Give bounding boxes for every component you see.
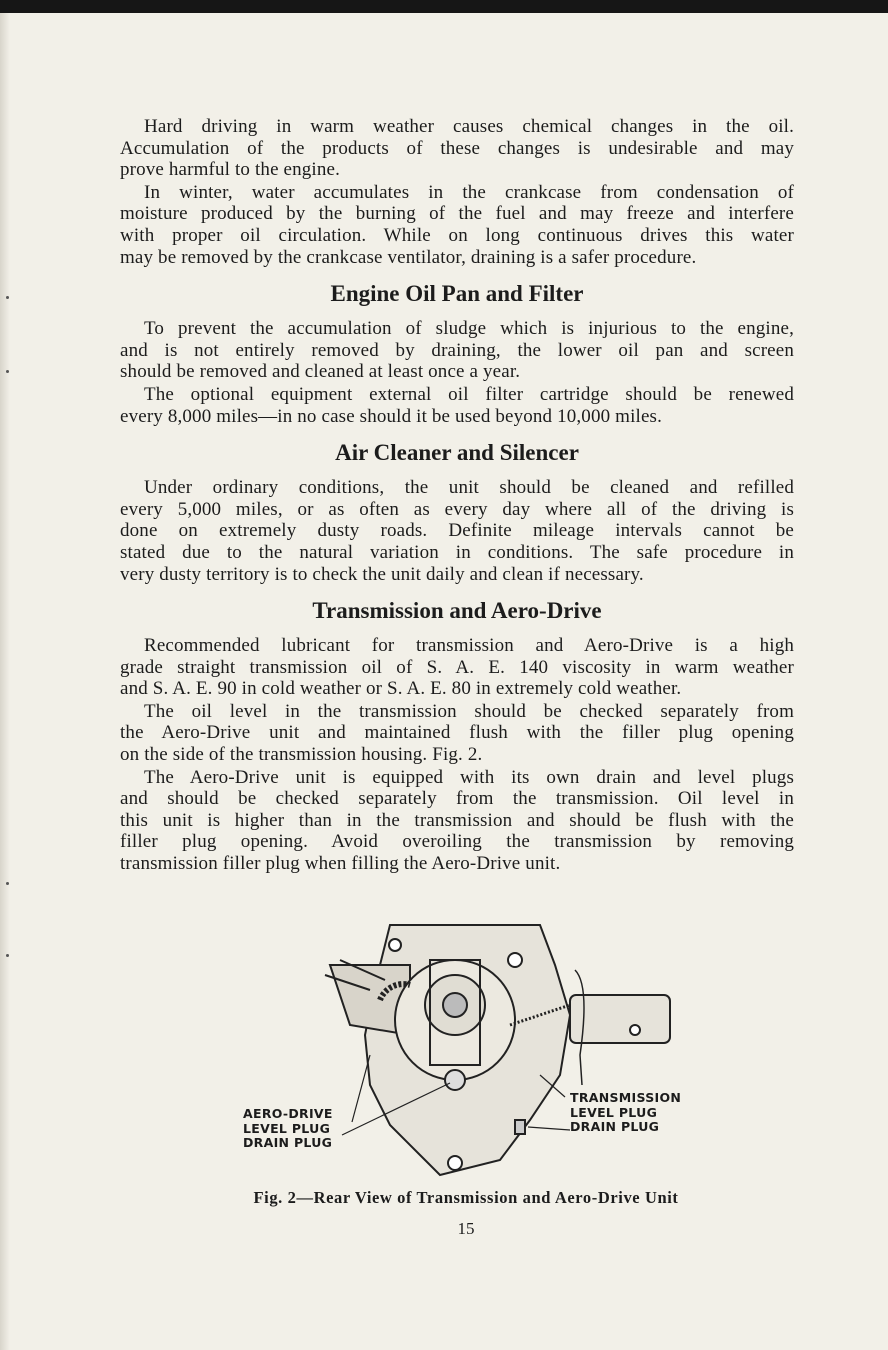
text-line: To prevent the accumulation of sludge which is injurious to the engine, [144, 318, 794, 340]
figure-transmission-rear-view [240, 905, 680, 1185]
text-line: The optional equipment external oil filter cartridge should be renewed [144, 383, 794, 405]
paragraph [120, 384, 794, 427]
text-line: and should be checked separately from the transmission. Oil level in [120, 788, 794, 810]
text-line: In winter, water accumulates in the crankcase from condensation of [144, 181, 794, 203]
margin-mark [6, 370, 9, 373]
text-line: on the side of the transmission housing. Fig. 2. [120, 744, 483, 766]
text-line: transmission filler plug when filling the Aero-Drive unit. [120, 853, 561, 875]
paragraph [120, 182, 794, 268]
text-line: and is not entirely removed by draining, the lower oil pan and screen [120, 339, 794, 361]
section-heading: Air Cleaner and Silencer [335, 440, 579, 466]
paragraph [120, 635, 794, 700]
text-line: done on extremely dusty roads. Definite mileage intervals cannot be [120, 520, 794, 542]
section-heading: Transmission and Aero-Drive [312, 598, 602, 624]
body-text [120, 116, 794, 876]
text-line: every 5,000 miles, or as often as every day where all of the driving is [120, 498, 794, 520]
paragraph [120, 767, 794, 875]
paragraph [120, 116, 794, 181]
text-line: with proper oil circulation. While on long continuous drives this water [120, 224, 794, 246]
paragraph [120, 318, 794, 383]
paragraph [120, 701, 794, 766]
text-line: filler plug opening. Avoid overoiling the transmission by removing [120, 831, 794, 853]
text-line: Accumulation of the products of these changes is undesirable and may [120, 137, 794, 159]
margin-mark [6, 954, 9, 957]
label-level-plug-left: LEVEL PLUG [243, 1120, 331, 1136]
text-line: grade straight transmission oil of S. A. E. 140 viscosity in warm weather [120, 656, 794, 678]
text-line: Hard driving in warm weather causes chemical changes in the oil. [144, 116, 794, 137]
text-line: Under ordinary conditions, the unit should be cleaned and refilled [144, 477, 794, 499]
page-number: 15 [457, 1219, 475, 1238]
page-binding-shadow [0, 13, 10, 1350]
section-heading: Engine Oil Pan and Filter [330, 281, 584, 307]
text-line: may be removed by the crankcase ventilator, draining is a safer procedure. [120, 246, 697, 268]
text-line: stated due to the natural variation in conditions. The safe procedure in [120, 541, 794, 563]
scan-top-edge [0, 0, 888, 13]
label-transmission: TRANSMISSION [570, 1090, 682, 1105]
text-line: Recommended lubricant for transmission and Aero-Drive is a high [144, 635, 794, 657]
figure-caption: Fig. 2—Rear View of Transmission and Aero-Drive Unit [253, 1188, 679, 1207]
text-line: moisture produced by the burning of the fuel and may freeze and interfere [120, 203, 794, 225]
figure-labels-right [570, 1091, 681, 1135]
text-line: the Aero-Drive unit and maintained flush with the filler plug opening [120, 722, 794, 744]
paragraph [120, 477, 794, 585]
text-line: The oil level in the transmission should be checked separately from [144, 700, 794, 722]
text-line: and S. A. E. 90 in cold weather or S. A. E. 80 in extremely cold weather. [120, 678, 682, 700]
text-line: very dusty territory is to check the unit daily and clean if necessary. [120, 563, 644, 585]
label-drain-plug-left: DRAIN PLUG [243, 1135, 333, 1150]
label-drain-plug-right: DRAIN PLUG [570, 1119, 660, 1134]
margin-mark [6, 296, 9, 299]
label-aero-drive: AERO-DRIVE [243, 1106, 333, 1121]
text-line: The Aero-Drive unit is equipped with its own drain and level plugs [144, 766, 794, 788]
text-line: should be removed and cleaned at least once a year. [120, 361, 521, 383]
text-line: this unit is higher than in the transmission and should be flush with the [120, 809, 794, 831]
figure-labels-left [243, 1107, 333, 1151]
text-line: every 8,000 miles—in no case should it be used beyond 10,000 miles. [120, 405, 662, 427]
text-line: prove harmful to the engine. [120, 159, 340, 181]
label-level-plug-right: LEVEL PLUG [570, 1104, 658, 1120]
margin-mark [6, 882, 9, 885]
